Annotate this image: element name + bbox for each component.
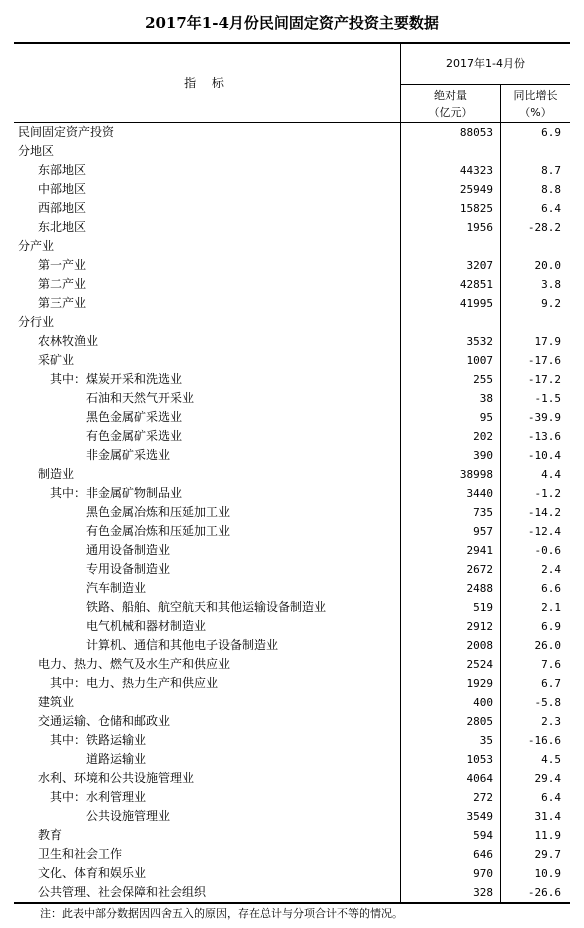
row-absolute-value: 390 [473,449,493,462]
table-row [14,826,570,845]
table-row [14,712,570,731]
absolute-value-header-line2: （亿元） [428,106,473,119]
row-label: 农林牧渔业 [38,334,99,348]
table-row [14,598,570,617]
row-absolute-value: 202 [473,430,493,443]
table-row [14,674,570,693]
row-growth-value: -10.4 [527,449,561,462]
table-row [14,370,570,389]
table-row [14,123,570,142]
row-label: 通用设备制造业 [86,543,171,557]
row-growth-value: -0.6 [534,544,561,557]
row-growth-value: 6.6 [541,582,561,595]
table-row [14,465,570,484]
table-row [14,788,570,807]
absolute-value-header-line1: 绝对量 [434,89,467,102]
row-absolute-value: 272 [473,791,493,804]
row-absolute-value: 519 [473,601,493,614]
row-absolute-value: 41995 [459,297,493,310]
row-growth-value: -28.2 [527,221,561,234]
table-row [14,218,570,237]
row-absolute-value: 25949 [459,183,493,196]
table-row [14,161,570,180]
row-label: 文化、体育和娱乐业 [38,866,147,880]
row-label: 有色金属矿采选业 [86,429,183,443]
table-row [14,237,570,256]
table-row [14,313,570,332]
table-row [14,427,570,446]
table-row [14,579,570,598]
table-row [14,503,570,522]
row-absolute-value: 38 [479,392,493,405]
row-label: 卫生和社会工作 [38,847,123,861]
table-row [14,484,570,503]
row-absolute-value: 3532 [466,335,493,348]
row-growth-value: 6.9 [541,620,561,633]
row-absolute-value: 95 [479,411,493,424]
row-absolute-value: 15825 [459,202,493,215]
row-absolute-value: 646 [473,848,493,861]
row-label: 第一产业 [38,258,87,272]
row-label: 非金属矿采选业 [86,448,171,462]
row-absolute-value: 1053 [466,753,493,766]
row-label: 石油和天然气开采业 [86,391,195,405]
row-growth-value: 26.0 [534,639,561,652]
row-absolute-value: 400 [473,696,493,709]
row-absolute-value: 2524 [466,658,493,671]
table-row [14,845,570,864]
row-growth-value: 8.8 [541,183,561,196]
row-label: 汽车制造业 [86,581,147,595]
row-growth-value: 7.6 [541,658,561,671]
row-label: 铁路、船舶、航空航天和其他运输设备制造业 [86,600,327,614]
absolute-value-header [401,85,500,124]
row-growth-value: 10.9 [534,867,561,880]
row-label: 电气机械和器材制造业 [86,619,207,633]
row-label: 电力、热力、燃气及水生产和供应业 [38,657,231,671]
row-growth-value: 2.1 [541,601,561,614]
table-row [14,332,570,351]
table-row [14,142,570,161]
row-label: 分行业 [18,315,55,329]
row-absolute-value: 2912 [466,620,493,633]
row-label: 第二产业 [38,277,87,291]
row-label: 其中：非金属矿物制品业 [50,486,183,500]
row-absolute-value: 594 [473,829,493,842]
table-row [14,275,570,294]
row-absolute-value: 44323 [459,164,493,177]
table-header [14,44,570,123]
row-growth-value: -17.6 [527,354,561,367]
row-label: 东北地区 [38,220,87,234]
growth-header [501,85,570,124]
row-absolute-value: 1007 [466,354,493,367]
row-growth-value: -1.5 [534,392,561,405]
table-row [14,351,570,370]
table-row [14,617,570,636]
row-absolute-value: 88053 [459,126,493,139]
table-row [14,294,570,313]
row-growth-value: -5.8 [534,696,561,709]
table-row [14,750,570,769]
row-label: 其中：煤炭开采和洗选业 [50,372,183,386]
row-label: 公共设施管理业 [86,809,171,823]
row-label: 制造业 [38,467,75,481]
row-absolute-value: 3549 [466,810,493,823]
row-absolute-value: 3207 [466,259,493,272]
row-growth-value: 11.9 [534,829,561,842]
row-label: 计算机、通信和其他电子设备制造业 [86,638,279,652]
table-row [14,560,570,579]
growth-header-line1: 同比增长 [513,89,558,102]
data-table [14,42,570,904]
row-label: 其中：铁路运输业 [50,733,147,747]
row-growth-value: 6.9 [541,126,561,139]
table-row [14,522,570,541]
row-label: 其中：水利管理业 [50,790,147,804]
row-growth-value: 6.4 [541,202,561,215]
row-label: 有色金属冶炼和压延加工业 [86,524,231,538]
row-growth-value: 9.2 [541,297,561,310]
row-growth-value: 4.5 [541,753,561,766]
row-growth-value: 2.4 [541,563,561,576]
table-row [14,199,570,218]
row-growth-value: -39.9 [527,411,561,424]
row-label: 西部地区 [38,201,87,215]
table-row [14,864,570,883]
row-label: 东部地区 [38,163,87,177]
table-row [14,446,570,465]
row-growth-value: 29.4 [534,772,561,785]
table-row [14,408,570,427]
row-growth-value: 20.0 [534,259,561,272]
table-row [14,541,570,560]
table-row [14,807,570,826]
table-row [14,636,570,655]
footnote: 注：此表中部分数据因四舍五入的原因，存在总计与分项合计不等的情况。 [40,907,403,920]
row-growth-value: 8.7 [541,164,561,177]
row-label: 专用设备制造业 [86,562,171,576]
row-absolute-value: 2941 [466,544,493,557]
row-label: 分产业 [18,239,55,253]
table-row [14,180,570,199]
row-absolute-value: 3440 [466,487,493,500]
row-absolute-value: 42851 [459,278,493,291]
row-absolute-value: 735 [473,506,493,519]
row-growth-value: 6.7 [541,677,561,690]
row-growth-value: 29.7 [534,848,561,861]
row-growth-value: 3.8 [541,278,561,291]
row-label: 黑色金属矿采选业 [86,410,183,424]
row-growth-value: -16.6 [527,734,561,747]
row-growth-value: -14.2 [527,506,561,519]
page-title: 2017年1-4月份民间固定资产投资主要数据 [145,14,439,32]
row-label: 中部地区 [38,182,87,196]
row-growth-value: 6.4 [541,791,561,804]
table-body [14,123,570,902]
row-absolute-value: 957 [473,525,493,538]
row-growth-value: -26.6 [527,886,561,899]
row-absolute-value: 2008 [466,639,493,652]
row-label: 教育 [38,828,63,842]
row-label: 分地区 [18,144,55,158]
row-growth-value: -12.4 [527,525,561,538]
row-label: 民间固定资产投资 [18,125,115,139]
indicator-header: 指 标 [184,76,230,90]
table-row [14,883,570,902]
row-label: 第三产业 [38,296,87,310]
row-label: 其中：电力、热力生产和供应业 [50,676,219,690]
row-absolute-value: 255 [473,373,493,386]
row-growth-value: 2.3 [541,715,561,728]
row-growth-value: 4.4 [541,468,561,481]
row-absolute-value: 35 [479,734,493,747]
row-label: 交通运输、仓储和邮政业 [38,714,171,728]
table-row [14,389,570,408]
row-growth-value: 31.4 [534,810,561,823]
period-header: 2017年1-4月份 [401,44,570,85]
row-label: 黑色金属冶炼和压延加工业 [86,505,231,519]
row-absolute-value: 2672 [466,563,493,576]
row-absolute-value: 970 [473,867,493,880]
row-absolute-value: 328 [473,886,493,899]
row-label: 水利、环境和公共设施管理业 [38,771,195,785]
growth-header-line2: （%） [519,106,552,119]
row-growth-value: -13.6 [527,430,561,443]
row-absolute-value: 2805 [466,715,493,728]
row-growth-value: -1.2 [534,487,561,500]
row-growth-value: -17.2 [527,373,561,386]
row-label: 建筑业 [38,695,75,709]
row-label: 公共管理、社会保障和社会组织 [38,885,207,899]
table-row [14,655,570,674]
row-growth-value: 17.9 [534,335,561,348]
table-row [14,256,570,275]
row-absolute-value: 38998 [459,468,493,481]
row-absolute-value: 1956 [466,221,493,234]
row-absolute-value: 4064 [466,772,493,785]
row-absolute-value: 2488 [466,582,493,595]
row-label: 道路运输业 [86,752,147,766]
table-row [14,769,570,788]
row-label: 采矿业 [38,353,75,367]
table-row [14,731,570,750]
row-absolute-value: 1929 [466,677,493,690]
table-row [14,693,570,712]
